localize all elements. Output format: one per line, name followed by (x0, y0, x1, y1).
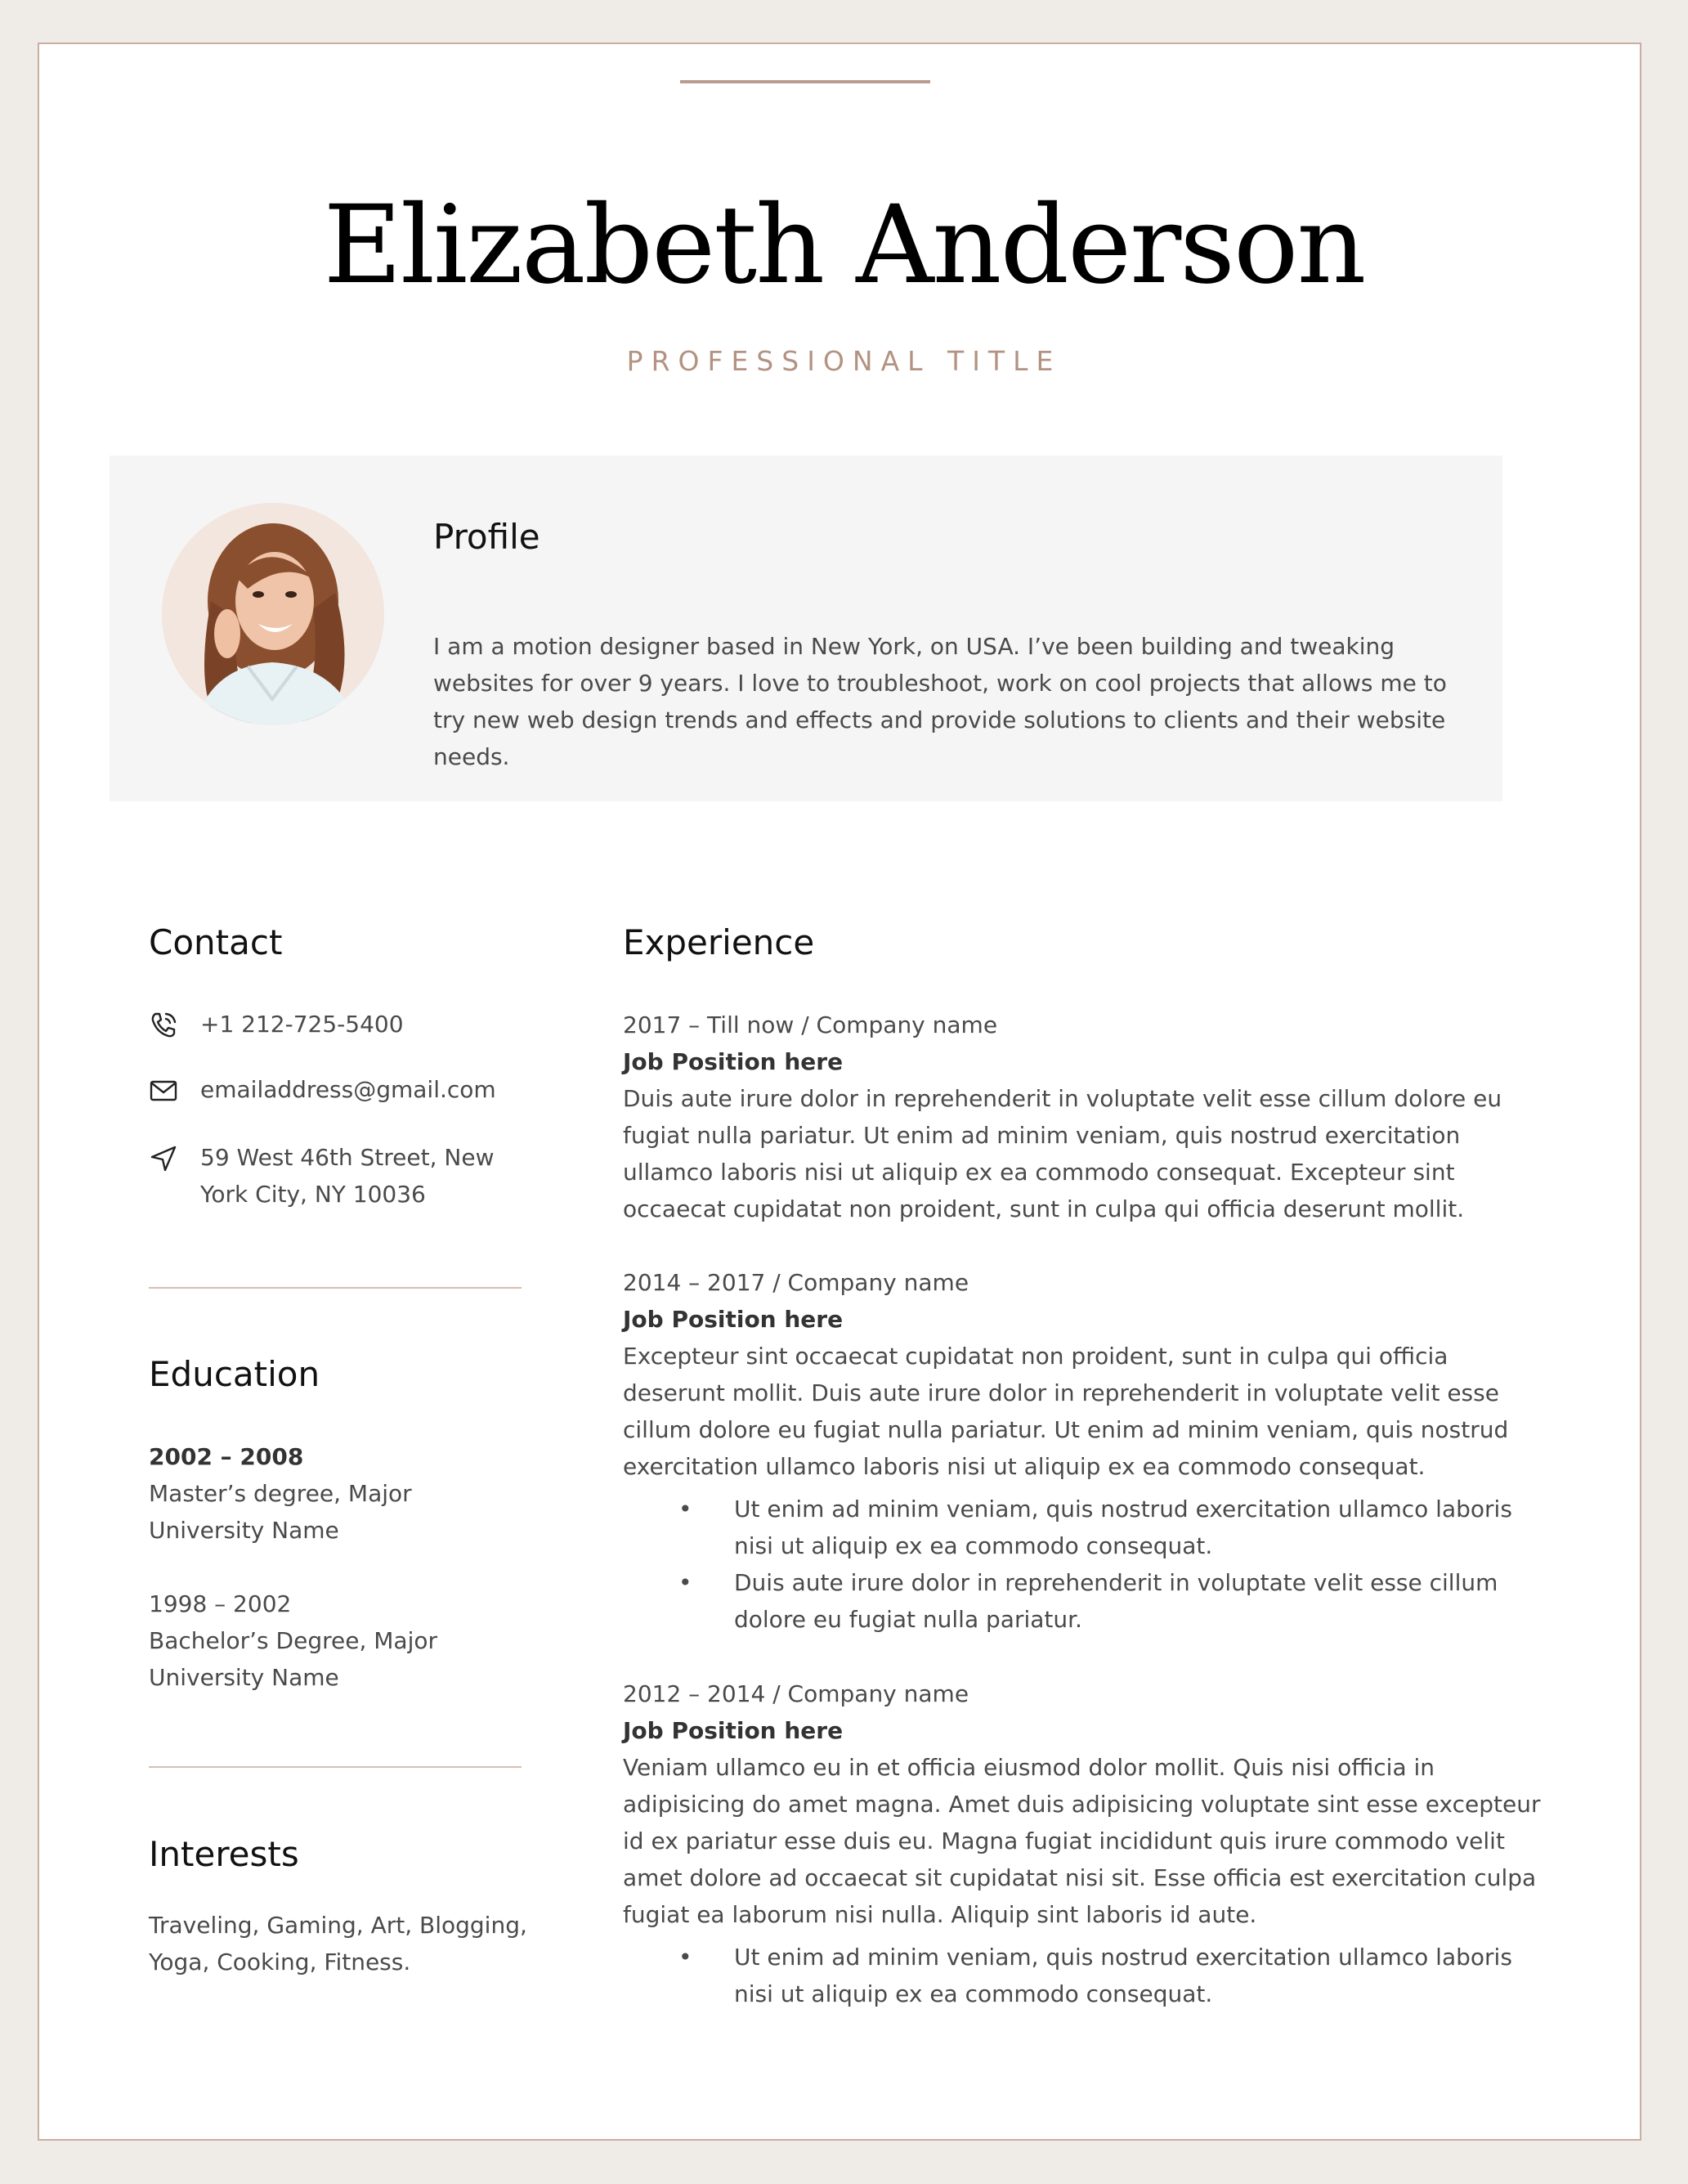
top-accent-rule (680, 80, 930, 83)
experience-item (623, 1264, 1555, 1638)
contact-heading: Contact (149, 922, 283, 962)
experience-bullet: • Ut enim ad minim veniam, quis nostrud exercitation ullamco laboris nisi ut aliquip ex ea commodo consequat. (623, 1939, 1555, 2012)
divider-contact (149, 1287, 522, 1289)
phone-number[interactable]: +1 212-725-5400 (200, 1011, 404, 1038)
experience-item (623, 1007, 1555, 1227)
education-item (149, 1438, 412, 1549)
divider-education (149, 1766, 522, 1768)
experience-position: Job Position here (623, 1048, 844, 1075)
experience-bullet: • Duis aute irure dolor in reprehenderit in voluptate velit esse cillum dolore eu fugiat nulla pariatur. (623, 1564, 1555, 1638)
experience-position: Job Position here (623, 1306, 844, 1333)
education-years: 2002 – 2008 (149, 1443, 304, 1470)
experience-description: Duis aute irure dolor in reprehenderit in voluptate velit esse cillum dolore eu fugiat nulla pariatur. Ut enim ad minim veniam, quis nostrud exercitation ullamco laboris nisi ut aliquip ex ea commodo consequat. Excepteur sint occaecat cupidatat non proident, sunt in culpa qui officia deserunt mollit. (623, 1085, 1502, 1222)
profile-summary: I am a motion designer based in New York, on USA. I’ve been building and tweaking websites for over 9 years. I love to troubleshoot, work on cool projects that allows me to try new web design trends and effects and provide solutions to clients and their website needs. (433, 633, 1447, 770)
mail-icon (149, 1076, 178, 1105)
avatar (162, 503, 384, 725)
education-school: University Name (149, 1517, 339, 1544)
education-degree: Bachelor’s Degree, Major (149, 1627, 437, 1654)
interests-list: Traveling, Gaming, Art, Blogging, Yoga, Cooking, Fitness. (149, 1912, 527, 1975)
experience-position: Job Position here (623, 1717, 844, 1744)
experience-bullets (623, 1491, 1555, 1638)
profile-heading: Profile (433, 517, 540, 557)
interests-heading: Interests (149, 1834, 299, 1874)
experience-bullet: • Ut enim ad minim veniam, quis nostrud exercitation ullamco laboris nisi ut aliquip ex ea commodo consequat. (623, 1491, 1555, 1564)
education-item (149, 1585, 437, 1696)
education-heading: Education (149, 1354, 320, 1394)
education-school: University Name (149, 1664, 339, 1691)
experience-bullets (623, 1939, 1555, 2012)
location-arrow-icon (149, 1144, 178, 1173)
candidate-name: Elizabeth Anderson (323, 182, 1365, 308)
experience-period: 2012 – 2014 / Company name (623, 1680, 969, 1707)
avatar-portrait (162, 503, 384, 725)
experience-description: Excepteur sint occaecat cupidatat non proident, sunt in culpa qui officia deserunt mollit. Duis aute irure dolor in reprehenderit in voluptate velit esse cillum dolore eu fugiat nulla pariatur. Ut enim ad minim veniam, quis nostrud exercitation ullamco laboris nisi ut aliquip ex ea commodo consequat. (623, 1343, 1509, 1480)
experience-period: 2017 – Till now / Company name (623, 1011, 998, 1038)
phone-icon (149, 1011, 178, 1040)
education-years: 1998 – 2002 (149, 1590, 292, 1617)
professional-title: PROFESSIONAL TITLE (626, 345, 1062, 377)
email-address[interactable]: emailaddress@gmail.com (200, 1076, 496, 1103)
experience-item (623, 1675, 1555, 2012)
experience-period: 2014 – 2017 / Company name (623, 1269, 969, 1296)
address-line-1: 59 West 46th Street, New (200, 1144, 495, 1171)
education-degree: Master’s degree, Major (149, 1480, 412, 1507)
experience-description: Veniam ullamco eu in et officia eiusmod dolor mollit. Quis nisi officia in adipisicing do amet magna. Amet duis adipisicing voluptate sint esse excepteur id ex pariatur esse duis eu. Magna fugiat incididunt quis irure commodo velit amet dolore ad occaecat sit cupidatat nisi sit. Esse officia est exercitation culpa fugiat ea laborum nisi nulla. Aliquip sint laboris id aute. (623, 1754, 1541, 1928)
address-line-2: York City, NY 10036 (200, 1181, 426, 1208)
experience-heading: Experience (623, 922, 815, 962)
